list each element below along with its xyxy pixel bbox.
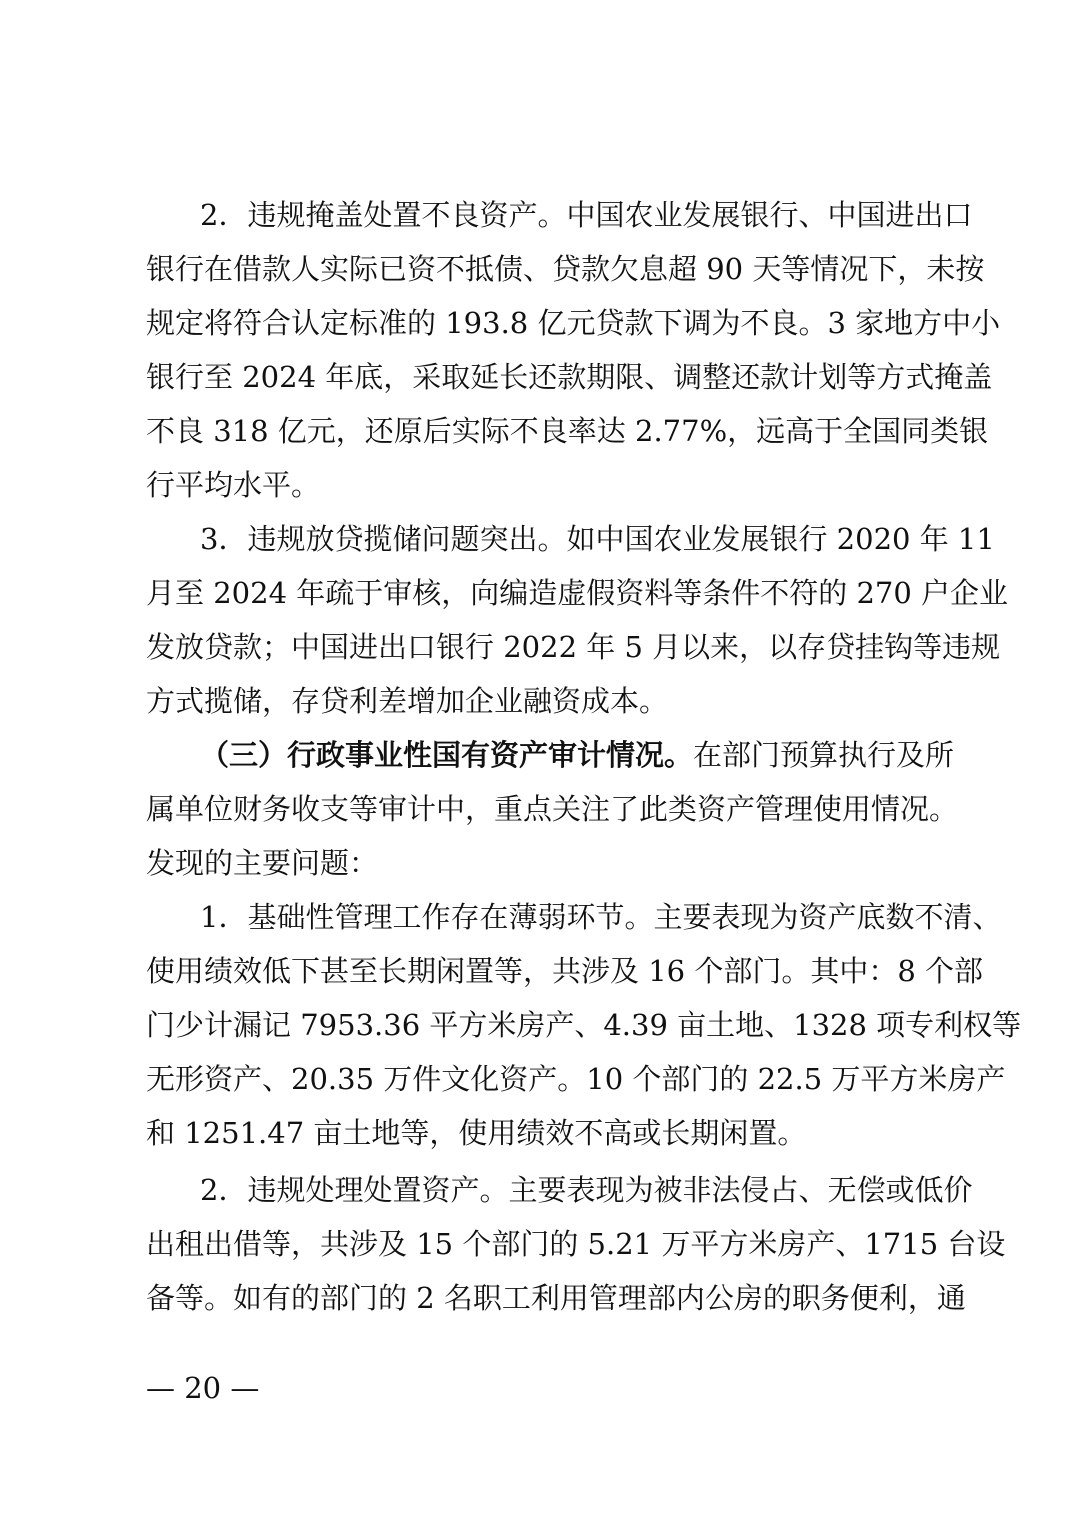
paragraph-line: 银行在借款人实际已资不抵债、贷款欠息超 90 天等情况下，未按 bbox=[146, 252, 985, 286]
paragraph-line: 月至 2024 年疏于审核，向编造虚假资料等条件不符的 270 户企业 bbox=[146, 576, 1009, 610]
paragraph-line: 行平均水平。 bbox=[146, 468, 321, 502]
paragraph-line: 2．违规掩盖处置不良资产。中国农业发展银行、中国进出口 bbox=[200, 198, 973, 232]
paragraph-line: 发现的主要问题： bbox=[146, 846, 379, 880]
section-heading: （三）行政事业性国有资产审计情况。 bbox=[200, 738, 694, 772]
paragraph-line: 备等。如有的部门的 2 名职工利用管理部内公房的职务便利，通 bbox=[146, 1281, 966, 1315]
paragraph-line: 门少计漏记 7953.36 平方米房产、4.39 亩土地、1328 项专利权等 bbox=[146, 1008, 1022, 1042]
paragraph-line: 银行至 2024 年底，采取延长还款期限、调整还款计划等方式掩盖 bbox=[146, 360, 993, 394]
paragraph-line: 出租出借等，共涉及 15 个部门的 5.21 万平方米房产、1715 台设 bbox=[146, 1227, 1006, 1261]
paragraph-line: 属单位财务收支等审计中，重点关注了此类资产管理使用情况。 bbox=[146, 792, 959, 826]
paragraph-line: 规定将符合认定标准的 193.8 亿元贷款下调为不良。3 家地方中小 bbox=[146, 306, 1001, 340]
paragraph-line: 1．基础性管理工作存在薄弱环节。主要表现为资产底数不清、 bbox=[200, 900, 1002, 934]
paragraph-line: 不良 318 亿元，还原后实际不良率达 2.77%，远高于全国同类银 bbox=[146, 414, 989, 448]
paragraph-line: 方式揽储，存贷利差增加企业融资成本。 bbox=[146, 684, 669, 718]
section-heading-continuation: 在部门预算执行及所 bbox=[693, 738, 955, 772]
paragraph-line: 使用绩效低下甚至长期闲置等，共涉及 16 个部门。其中：8 个部 bbox=[146, 954, 984, 988]
paragraph-line: 无形资产、20.35 万件文化资产。10 个部门的 22.5 万平方米房产 bbox=[146, 1062, 1006, 1096]
paragraph-line: 和 1251.47 亩土地等，使用绩效不高或长期闲置。 bbox=[146, 1116, 807, 1150]
paragraph-line: 3．违规放贷揽储问题突出。如中国农业发展银行 2020 年 11 bbox=[200, 522, 995, 556]
section-heading-line bbox=[200, 731, 955, 779]
paragraph-line: 发放贷款；中国进出口银行 2022 年 5 月以来，以存贷挂钩等违规 bbox=[146, 630, 1001, 664]
page-number: — 20 — bbox=[146, 1371, 260, 1405]
paragraph-line: 2．违规处理处置资产。主要表现为被非法侵占、无偿或低价 bbox=[200, 1173, 973, 1207]
